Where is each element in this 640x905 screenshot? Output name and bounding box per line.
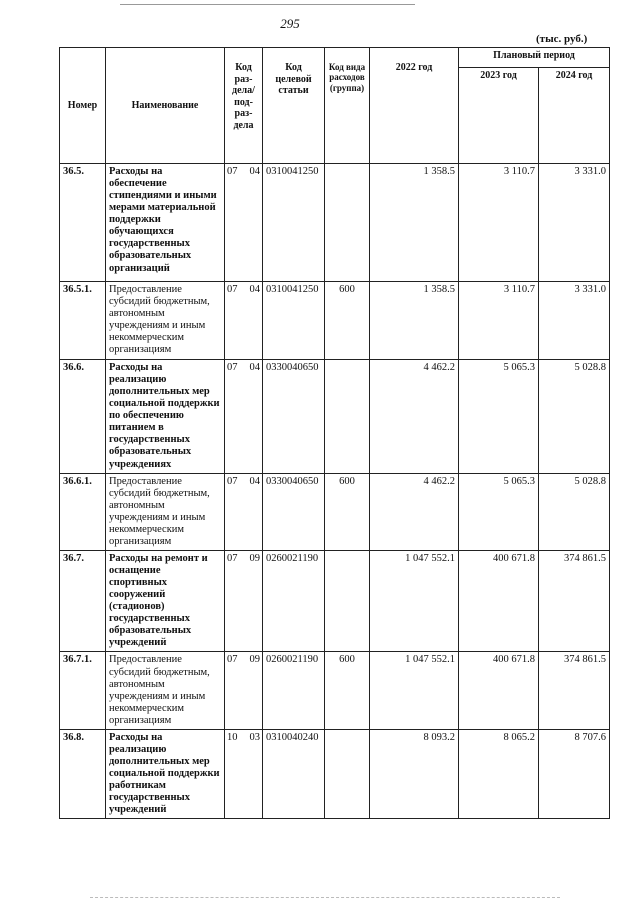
row-podrazdel: 09 [249, 654, 260, 666]
row-name: Предоставление субсидий бюджетным, автономным учреждениям и иным некоммерческим организациям [106, 652, 225, 729]
row-2023: 5 065.3 [459, 473, 539, 550]
row-name: Предоставление субсидий бюджетным, автономным учреждениям и иным некоммерческим организациям [106, 282, 225, 360]
row-razdel: 07 [227, 166, 238, 177]
scan-top-rule [120, 4, 415, 5]
row-name: Расходы на ремонт и оснащение спортивных сооружений (стадионов) государственных образовательных учреждений [106, 550, 225, 652]
row-expense-type: 600 [325, 652, 370, 729]
row-podrazdel: 03 [249, 731, 260, 743]
table-row [60, 729, 610, 818]
row-2023: 5 065.3 [459, 360, 539, 474]
header-target [263, 48, 325, 164]
row-2023: 400 671.8 [459, 550, 539, 652]
header-2023: 2023 год [459, 68, 539, 164]
row-target-code: 0330040650 [263, 360, 325, 474]
row-target-code: 0310041250 [263, 164, 325, 282]
row-target-code: 0260021190 [263, 652, 325, 729]
row-expense-type [325, 360, 370, 474]
table-row [60, 360, 610, 474]
row-2023: 3 110.7 [459, 164, 539, 282]
row-number: 36.7.1. [60, 652, 106, 729]
row-expense-type [325, 164, 370, 282]
row-section-code [225, 164, 263, 282]
row-razdel: 10 [227, 731, 238, 743]
header-section-text: Код раз-дела/ под-раз-дела [232, 62, 255, 131]
row-name: Расходы на обеспечение стипендиями и иными мерами материальной поддержки обучающихся государственных образовательных организаций [106, 164, 225, 282]
row-expense-type: 600 [325, 282, 370, 360]
row-2023: 3 110.7 [459, 282, 539, 360]
row-2024: 374 861.5 [539, 550, 610, 652]
row-2022: 1 047 552.1 [370, 550, 459, 652]
row-section-code [225, 652, 263, 729]
header-section [225, 48, 263, 164]
row-2023: 8 065.2 [459, 729, 539, 818]
row-razdel: 07 [227, 475, 238, 487]
header-number: Номер [60, 48, 106, 164]
header-expense-type-text: Код вида расходов (группа) [328, 62, 366, 93]
row-razdel: 07 [227, 552, 238, 564]
row-section-code [225, 360, 263, 474]
row-razdel: 07 [227, 284, 238, 295]
row-razdel: 07 [227, 654, 238, 666]
row-section-code [225, 729, 263, 818]
row-expense-type [325, 729, 370, 818]
row-podrazdel: 04 [249, 362, 260, 373]
row-name: Расходы на реализацию дополнительных мер социальной поддержки по обеспечению питанием в государственных образовательных учреждениях [106, 360, 225, 474]
row-number: 36.7. [60, 550, 106, 652]
row-expense-type [325, 550, 370, 652]
row-podrazdel: 09 [249, 552, 260, 564]
row-target-code: 0310040240 [263, 729, 325, 818]
row-2022: 4 462.2 [370, 360, 459, 474]
row-podrazdel: 04 [249, 166, 260, 177]
row-section-code [225, 282, 263, 360]
row-2024: 3 331.0 [539, 282, 610, 360]
budget-table [59, 47, 610, 819]
table-row [60, 550, 610, 652]
scan-bottom-rule [90, 897, 560, 898]
row-section-code [225, 473, 263, 550]
row-2022: 8 093.2 [370, 729, 459, 818]
row-target-code: 0310041250 [263, 282, 325, 360]
row-2024: 374 861.5 [539, 652, 610, 729]
row-number: 36.5.1. [60, 282, 106, 360]
row-2024: 5 028.8 [539, 360, 610, 474]
row-2022: 1 358.5 [370, 282, 459, 360]
table-row [60, 282, 610, 360]
row-section-code [225, 550, 263, 652]
row-number: 36.5. [60, 164, 106, 282]
row-number: 36.8. [60, 729, 106, 818]
row-number: 36.6.1. [60, 473, 106, 550]
header-target-text: Код целевой статьи [275, 62, 312, 96]
header-2022 [370, 48, 459, 164]
row-target-code: 0260021190 [263, 550, 325, 652]
row-2022: 1 358.5 [370, 164, 459, 282]
row-podrazdel: 04 [249, 475, 260, 487]
header-name: Наименование [106, 48, 225, 164]
table-row [60, 652, 610, 729]
unit-note: (тыс. руб.) [536, 33, 588, 45]
row-2023: 400 671.8 [459, 652, 539, 729]
table-row [60, 473, 610, 550]
row-number: 36.6. [60, 360, 106, 474]
row-podrazdel: 04 [249, 284, 260, 295]
header-expense-type [325, 48, 370, 164]
row-2022: 1 047 552.1 [370, 652, 459, 729]
row-expense-type: 600 [325, 473, 370, 550]
row-2024: 5 028.8 [539, 473, 610, 550]
header-planning-period: Плановый период [459, 48, 610, 68]
row-name: Расходы на реализацию дополнительных мер социальной поддержки работникам государственных учреждений [106, 729, 225, 818]
row-target-code: 0330040650 [263, 473, 325, 550]
header-2022-text: 2022 год [395, 62, 433, 73]
row-2022: 4 462.2 [370, 473, 459, 550]
row-2024: 8 707.6 [539, 729, 610, 818]
row-name: Предоставление субсидий бюджетным, автономным учреждениям и иным некоммерческим организациям [106, 473, 225, 550]
row-razdel: 07 [227, 362, 238, 373]
page-number: 295 [280, 16, 300, 31]
header-2024: 2024 год [539, 68, 610, 164]
row-2024: 3 331.0 [539, 164, 610, 282]
table-row [60, 164, 610, 282]
